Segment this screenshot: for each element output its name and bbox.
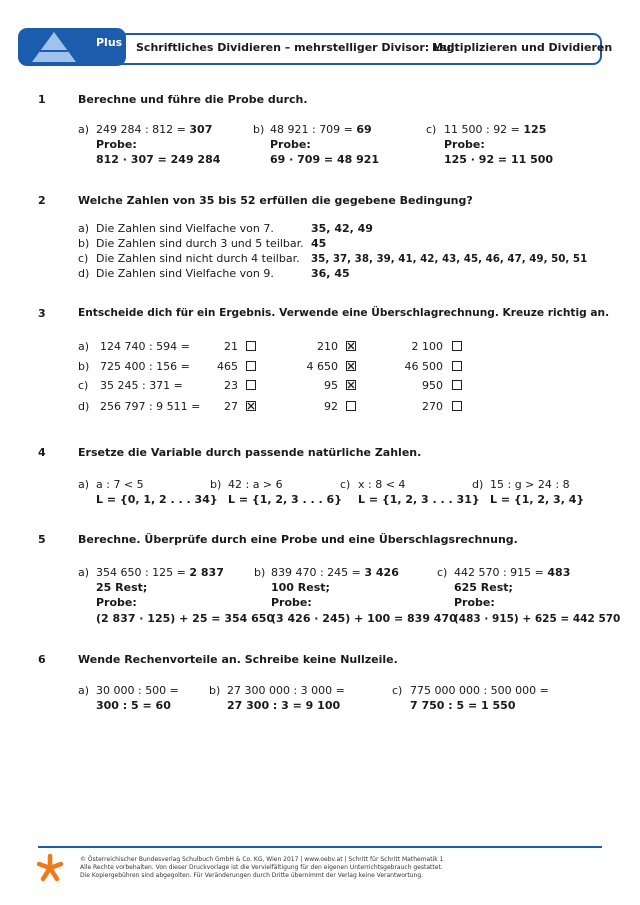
- item-label: c): [78, 252, 89, 265]
- task-number: 6: [38, 653, 46, 666]
- item-label: c): [78, 379, 89, 392]
- inequality: x : 8 < 4: [358, 478, 406, 491]
- option-value: 92: [324, 400, 338, 413]
- footer-rights: Alle Rechte vorbehalten. Von dieser Druckvorlage ist die Vervielfältigung für den eigenen Unterrichtsgebrauch gestattet.: [80, 864, 443, 871]
- publisher-star-icon: [36, 853, 64, 883]
- condition-text: Die Zahlen sind nicht durch 4 teilbar.: [96, 252, 300, 265]
- item-label: c): [340, 478, 351, 491]
- item-label: b): [210, 478, 222, 491]
- option-value: 21: [224, 340, 238, 353]
- item-label: d): [78, 267, 90, 280]
- probe-check: (3 426 · 245) + 100 = 839 470: [271, 612, 457, 625]
- option-value: 950: [422, 379, 443, 392]
- division-expression: 839 470 : 245 = 3 426: [271, 566, 399, 579]
- option-value: 2 100: [411, 340, 443, 353]
- item-label: c): [437, 566, 448, 579]
- task-number: 3: [38, 307, 46, 320]
- probe-check: 69 · 709 = 48 921: [270, 153, 380, 166]
- probe-label: Probe:: [444, 138, 485, 151]
- task-number: 1: [38, 93, 46, 106]
- checkbox-checked[interactable]: [346, 341, 356, 351]
- footer-copyright: © Österreichischer Bundesverlag Schulbuch GmbH & Co. KG, Wien 2017 | www.oebv.at | Schritt für Schritt Mathematik 1: [80, 856, 444, 863]
- item-label: c): [426, 123, 437, 136]
- item-label: d): [78, 400, 90, 413]
- checkbox[interactable]: [246, 361, 256, 371]
- checkbox[interactable]: [452, 361, 462, 371]
- item-label: a): [78, 222, 90, 235]
- solution-set: L = {1, 2, 3 . . . 31}: [358, 493, 480, 506]
- option-value: 27: [224, 400, 238, 413]
- item-label: b): [78, 237, 90, 250]
- checkbox[interactable]: [452, 380, 462, 390]
- task-instruction: Welche Zahlen von 35 bis 52 erfüllen die gegebene Bedingung?: [78, 194, 473, 207]
- checkbox[interactable]: [452, 341, 462, 351]
- item-label: b): [78, 360, 90, 373]
- answer-numbers: 35, 37, 38, 39, 41, 42, 43, 45, 46, 47, 49, 50, 51: [311, 253, 588, 265]
- division-expression: 124 740 : 594 =: [100, 340, 190, 353]
- item-label: b): [254, 566, 266, 579]
- footer-divider: [38, 846, 602, 848]
- division-expression: 442 570 : 915 = 483: [454, 566, 571, 579]
- division-expression: 30 000 : 500 =: [96, 684, 179, 697]
- task-instruction: Entscheide dich für ein Ergebnis. Verwende eine Überschlagrechnung. Kreuze richtig an.: [78, 307, 610, 319]
- item-label: a): [78, 123, 90, 136]
- probe-check: 812 · 307 = 249 284: [96, 153, 221, 166]
- cross-mark-icon: [247, 402, 255, 410]
- simplified-calculation: 300 : 5 = 60: [96, 699, 171, 712]
- cross-mark-icon: [347, 381, 355, 389]
- condition-text: Die Zahlen sind durch 3 und 5 teilbar.: [96, 237, 304, 250]
- item-label: b): [209, 684, 221, 697]
- solution-set: L = {1, 2, 3 . . . 6}: [228, 493, 343, 506]
- division-expression: 35 245 : 371 =: [100, 379, 183, 392]
- answer-numbers: 35, 42, 49: [311, 222, 373, 235]
- division-expression: 256 797 : 9 511 =: [100, 400, 201, 413]
- footer-disclaimer: Die Kopiergebühren sind abgegolten. Für Veränderungen durch Dritte übernimmt der Verlag keine Verantwortung.: [80, 872, 424, 879]
- task-instruction: Wende Rechenvorteile an. Schreibe keine Nullzeile.: [78, 653, 398, 666]
- answer-numbers: 36, 45: [311, 267, 350, 280]
- checkbox-checked[interactable]: [246, 401, 256, 411]
- condition-text: Die Zahlen sind Vielfache von 7.: [96, 222, 274, 235]
- option-value: 465: [217, 360, 238, 373]
- remainder: 25 Rest;: [96, 581, 148, 594]
- remainder: 625 Rest;: [454, 581, 513, 594]
- task-instruction: Ersetze die Variable durch passende natürliche Zahlen.: [78, 446, 422, 459]
- item-label: c): [392, 684, 403, 697]
- probe-label: Probe:: [96, 138, 137, 151]
- item-label: b): [253, 123, 265, 136]
- division-expression: 11 500 : 92 = 125: [444, 123, 547, 136]
- option-value: 23: [224, 379, 238, 392]
- cross-mark-icon: [347, 342, 355, 350]
- option-value: 210: [317, 340, 338, 353]
- probe-label: Probe:: [270, 138, 311, 151]
- item-label: d): [472, 478, 484, 491]
- simplified-calculation: 27 300 : 3 = 9 100: [227, 699, 341, 712]
- item-label: a): [78, 566, 90, 579]
- division-expression: 48 921 : 709 = 69: [270, 123, 372, 136]
- option-value: 46 500: [404, 360, 443, 373]
- task-number: 5: [38, 533, 46, 546]
- page-title: Schriftliches Dividieren – mehrstelliger Divisor: Lsg.: [136, 41, 459, 54]
- solution-set: L = {0, 1, 2 . . . 34}: [96, 493, 218, 506]
- condition-text: Die Zahlen sind Vielfache von 9.: [96, 267, 274, 280]
- checkbox-checked[interactable]: [346, 361, 356, 371]
- solution-set: L = {1, 2, 3, 4}: [490, 493, 585, 506]
- option-value: 4 650: [306, 360, 338, 373]
- checkbox[interactable]: [246, 341, 256, 351]
- item-label: a): [78, 478, 90, 491]
- option-value: 270: [422, 400, 443, 413]
- division-expression: 27 300 000 : 3 000 =: [227, 684, 345, 697]
- item-label: a): [78, 340, 90, 353]
- task-instruction: Berechne. Überprüfe durch eine Probe und eine Überschlagsrechnung.: [78, 533, 518, 546]
- division-expression: 725 400 : 156 =: [100, 360, 190, 373]
- probe-label: Probe:: [271, 596, 312, 609]
- division-expression: 249 284 : 812 = 307: [96, 123, 213, 136]
- checkbox[interactable]: [452, 401, 462, 411]
- inequality: 15 : g > 24 : 8: [490, 478, 570, 491]
- probe-label: Probe:: [454, 596, 495, 609]
- checkbox[interactable]: [346, 401, 356, 411]
- checkbox-checked[interactable]: [346, 380, 356, 390]
- remainder: 100 Rest;: [271, 581, 330, 594]
- cross-mark-icon: [347, 362, 355, 370]
- checkbox[interactable]: [246, 380, 256, 390]
- option-value: 95: [324, 379, 338, 392]
- answer-numbers: 45: [311, 237, 327, 250]
- page-subtitle: Multiplizieren und Dividieren: [432, 41, 613, 54]
- probe-check: 125 · 92 = 11 500: [444, 153, 554, 166]
- task-instruction: Berechne und führe die Probe durch.: [78, 93, 308, 106]
- probe-check: (2 837 · 125) + 25 = 354 650: [96, 612, 275, 625]
- task-number: 4: [38, 446, 46, 459]
- division-expression: 354 650 : 125 = 2 837: [96, 566, 224, 579]
- division-expression: 775 000 000 : 500 000 =: [410, 684, 549, 697]
- probe-check: (483 · 915) + 625 = 442 570: [454, 613, 621, 625]
- simplified-calculation: 7 750 : 5 = 1 550: [410, 699, 516, 712]
- item-label: a): [78, 684, 90, 697]
- inequality: 42 : a > 6: [228, 478, 283, 491]
- probe-label: Probe:: [96, 596, 137, 609]
- plus-label: Plus: [96, 36, 123, 49]
- task-number: 2: [38, 194, 46, 207]
- inequality: a : 7 < 5: [96, 478, 144, 491]
